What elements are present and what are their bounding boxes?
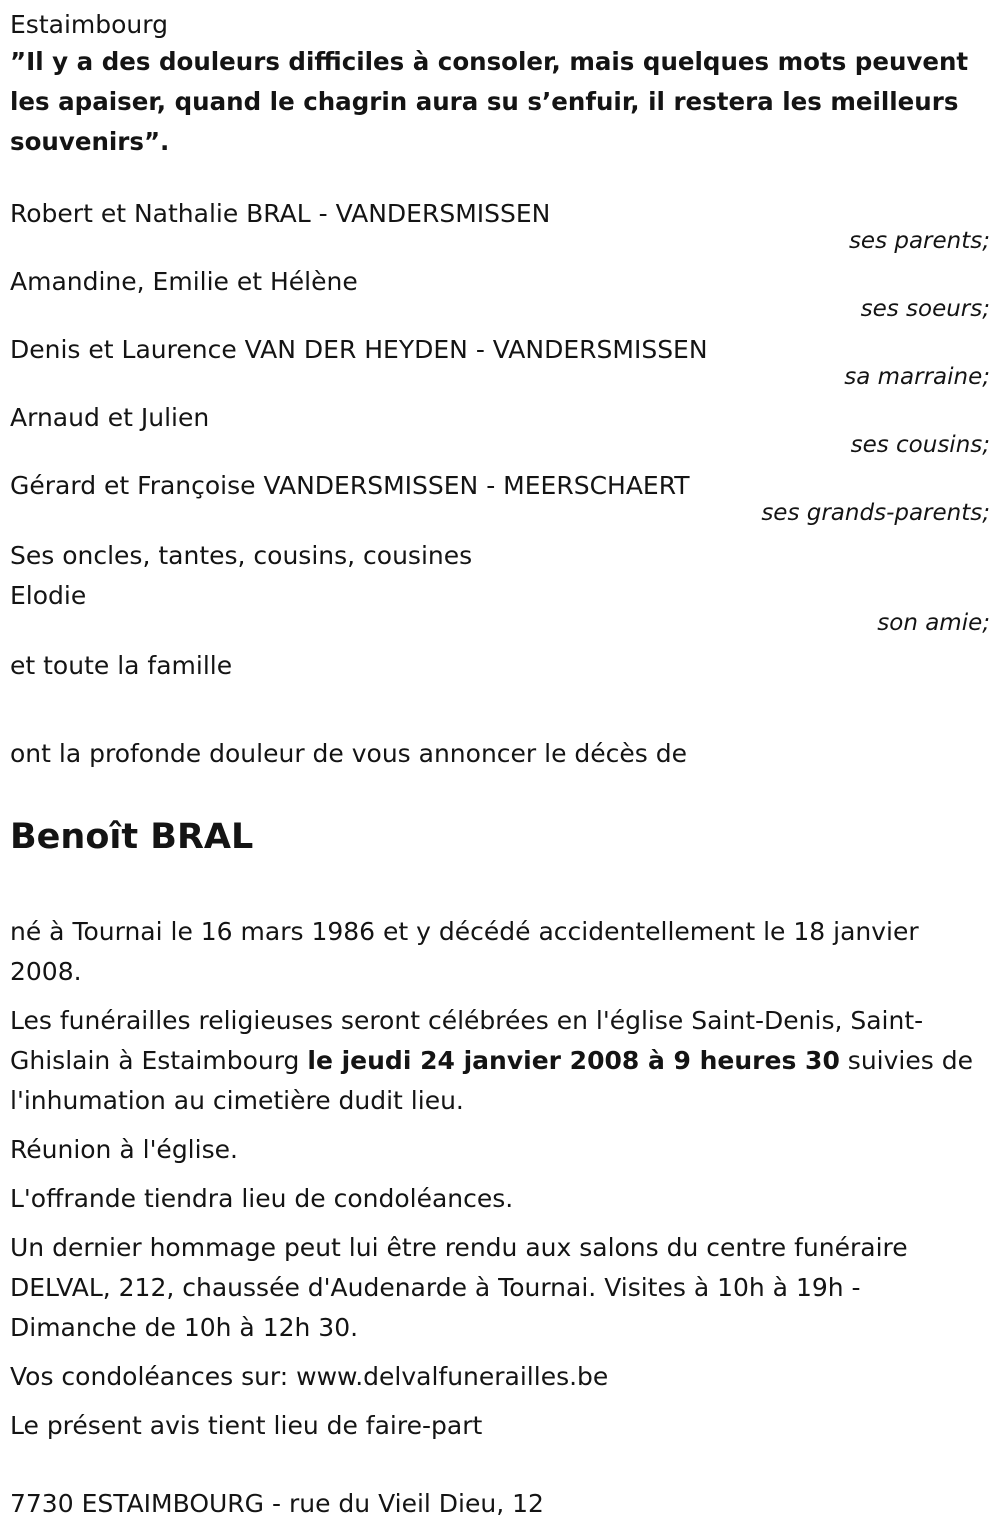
meeting-info: Réunion à l'église. bbox=[10, 1135, 238, 1164]
family-entry bbox=[10, 332, 990, 390]
family-entry bbox=[10, 196, 990, 254]
funeral-text-after: suivies de l'inhumation au cimetière dudit lieu. bbox=[10, 1046, 973, 1115]
family-entry bbox=[10, 264, 990, 322]
family-relation: ses soeurs; bbox=[860, 296, 990, 322]
family-name: Denis et Laurence VAN DER HEYDEN - VANDERSMISSEN bbox=[10, 335, 708, 364]
family-relation: ses parents; bbox=[848, 228, 990, 254]
family-name: Elodie bbox=[10, 581, 87, 610]
family-relation: sa marraine; bbox=[844, 364, 990, 390]
family-name: et toute la famille bbox=[10, 651, 233, 680]
tribute-info: Un dernier hommage peut lui être rendu aux salons du centre funéraire DELVAL, 212, chaussée d'Audenarde à Tournai. Visites à 10h à 19h - Dimanche de 10h à 12h 30. bbox=[10, 1233, 908, 1342]
location: Estaimbourg bbox=[10, 10, 168, 39]
family-relation: ses grands-parents; bbox=[761, 500, 990, 526]
address: 7730 ESTAIMBOURG - rue du Vieil Dieu, 12 bbox=[10, 1489, 544, 1518]
deceased-name: Benoît BRAL bbox=[10, 817, 254, 857]
family-entry bbox=[10, 578, 990, 636]
funeral-date-time: le jeudi 24 janvier 2008 à 9 heures 30 bbox=[307, 1046, 840, 1075]
condolences-link[interactable]: Vos condoléances sur: www.delvalfunerailles.be bbox=[10, 1362, 609, 1391]
family-relation: son amie; bbox=[877, 610, 990, 636]
family-entry bbox=[10, 400, 990, 458]
family-name: Robert et Nathalie BRAL - VANDERSMISSEN bbox=[10, 199, 551, 228]
announcement: ont la profonde douleur de vous annoncer le décès de bbox=[10, 739, 688, 768]
offering-info: L'offrande tiendra lieu de condoléances. bbox=[10, 1184, 514, 1213]
notice-text: Le présent avis tient lieu de faire-part bbox=[10, 1411, 483, 1440]
family-entry bbox=[10, 646, 990, 686]
family-name: Amandine, Emilie et Hélène bbox=[10, 267, 358, 296]
family-entry bbox=[10, 468, 990, 526]
family-name: Arnaud et Julien bbox=[10, 403, 210, 432]
family-entry bbox=[10, 536, 990, 576]
quote: ”Il y a des douleurs difficiles à consoler, mais quelques mots peuvent les apaiser, quand le chagrin aura su s’enfuir, il restera les meilleurs souvenirs”. bbox=[10, 47, 969, 156]
funeral-info bbox=[10, 1001, 990, 1121]
family-list bbox=[10, 196, 990, 686]
funeral-text-before: Les funérailles religieuses seront célébrées en l'église Saint-Denis, Saint-Ghislain à Estaimbourg bbox=[10, 1006, 924, 1075]
family-name: Ses oncles, tantes, cousins, cousines bbox=[10, 541, 473, 570]
family-relation: ses cousins; bbox=[850, 432, 990, 458]
birth-death-info: né à Tournai le 16 mars 1986 et y décédé accidentellement le 18 janvier 2008. bbox=[10, 917, 919, 986]
family-name: Gérard et Françoise VANDERSMISSEN - MEERSCHAERT bbox=[10, 471, 690, 500]
